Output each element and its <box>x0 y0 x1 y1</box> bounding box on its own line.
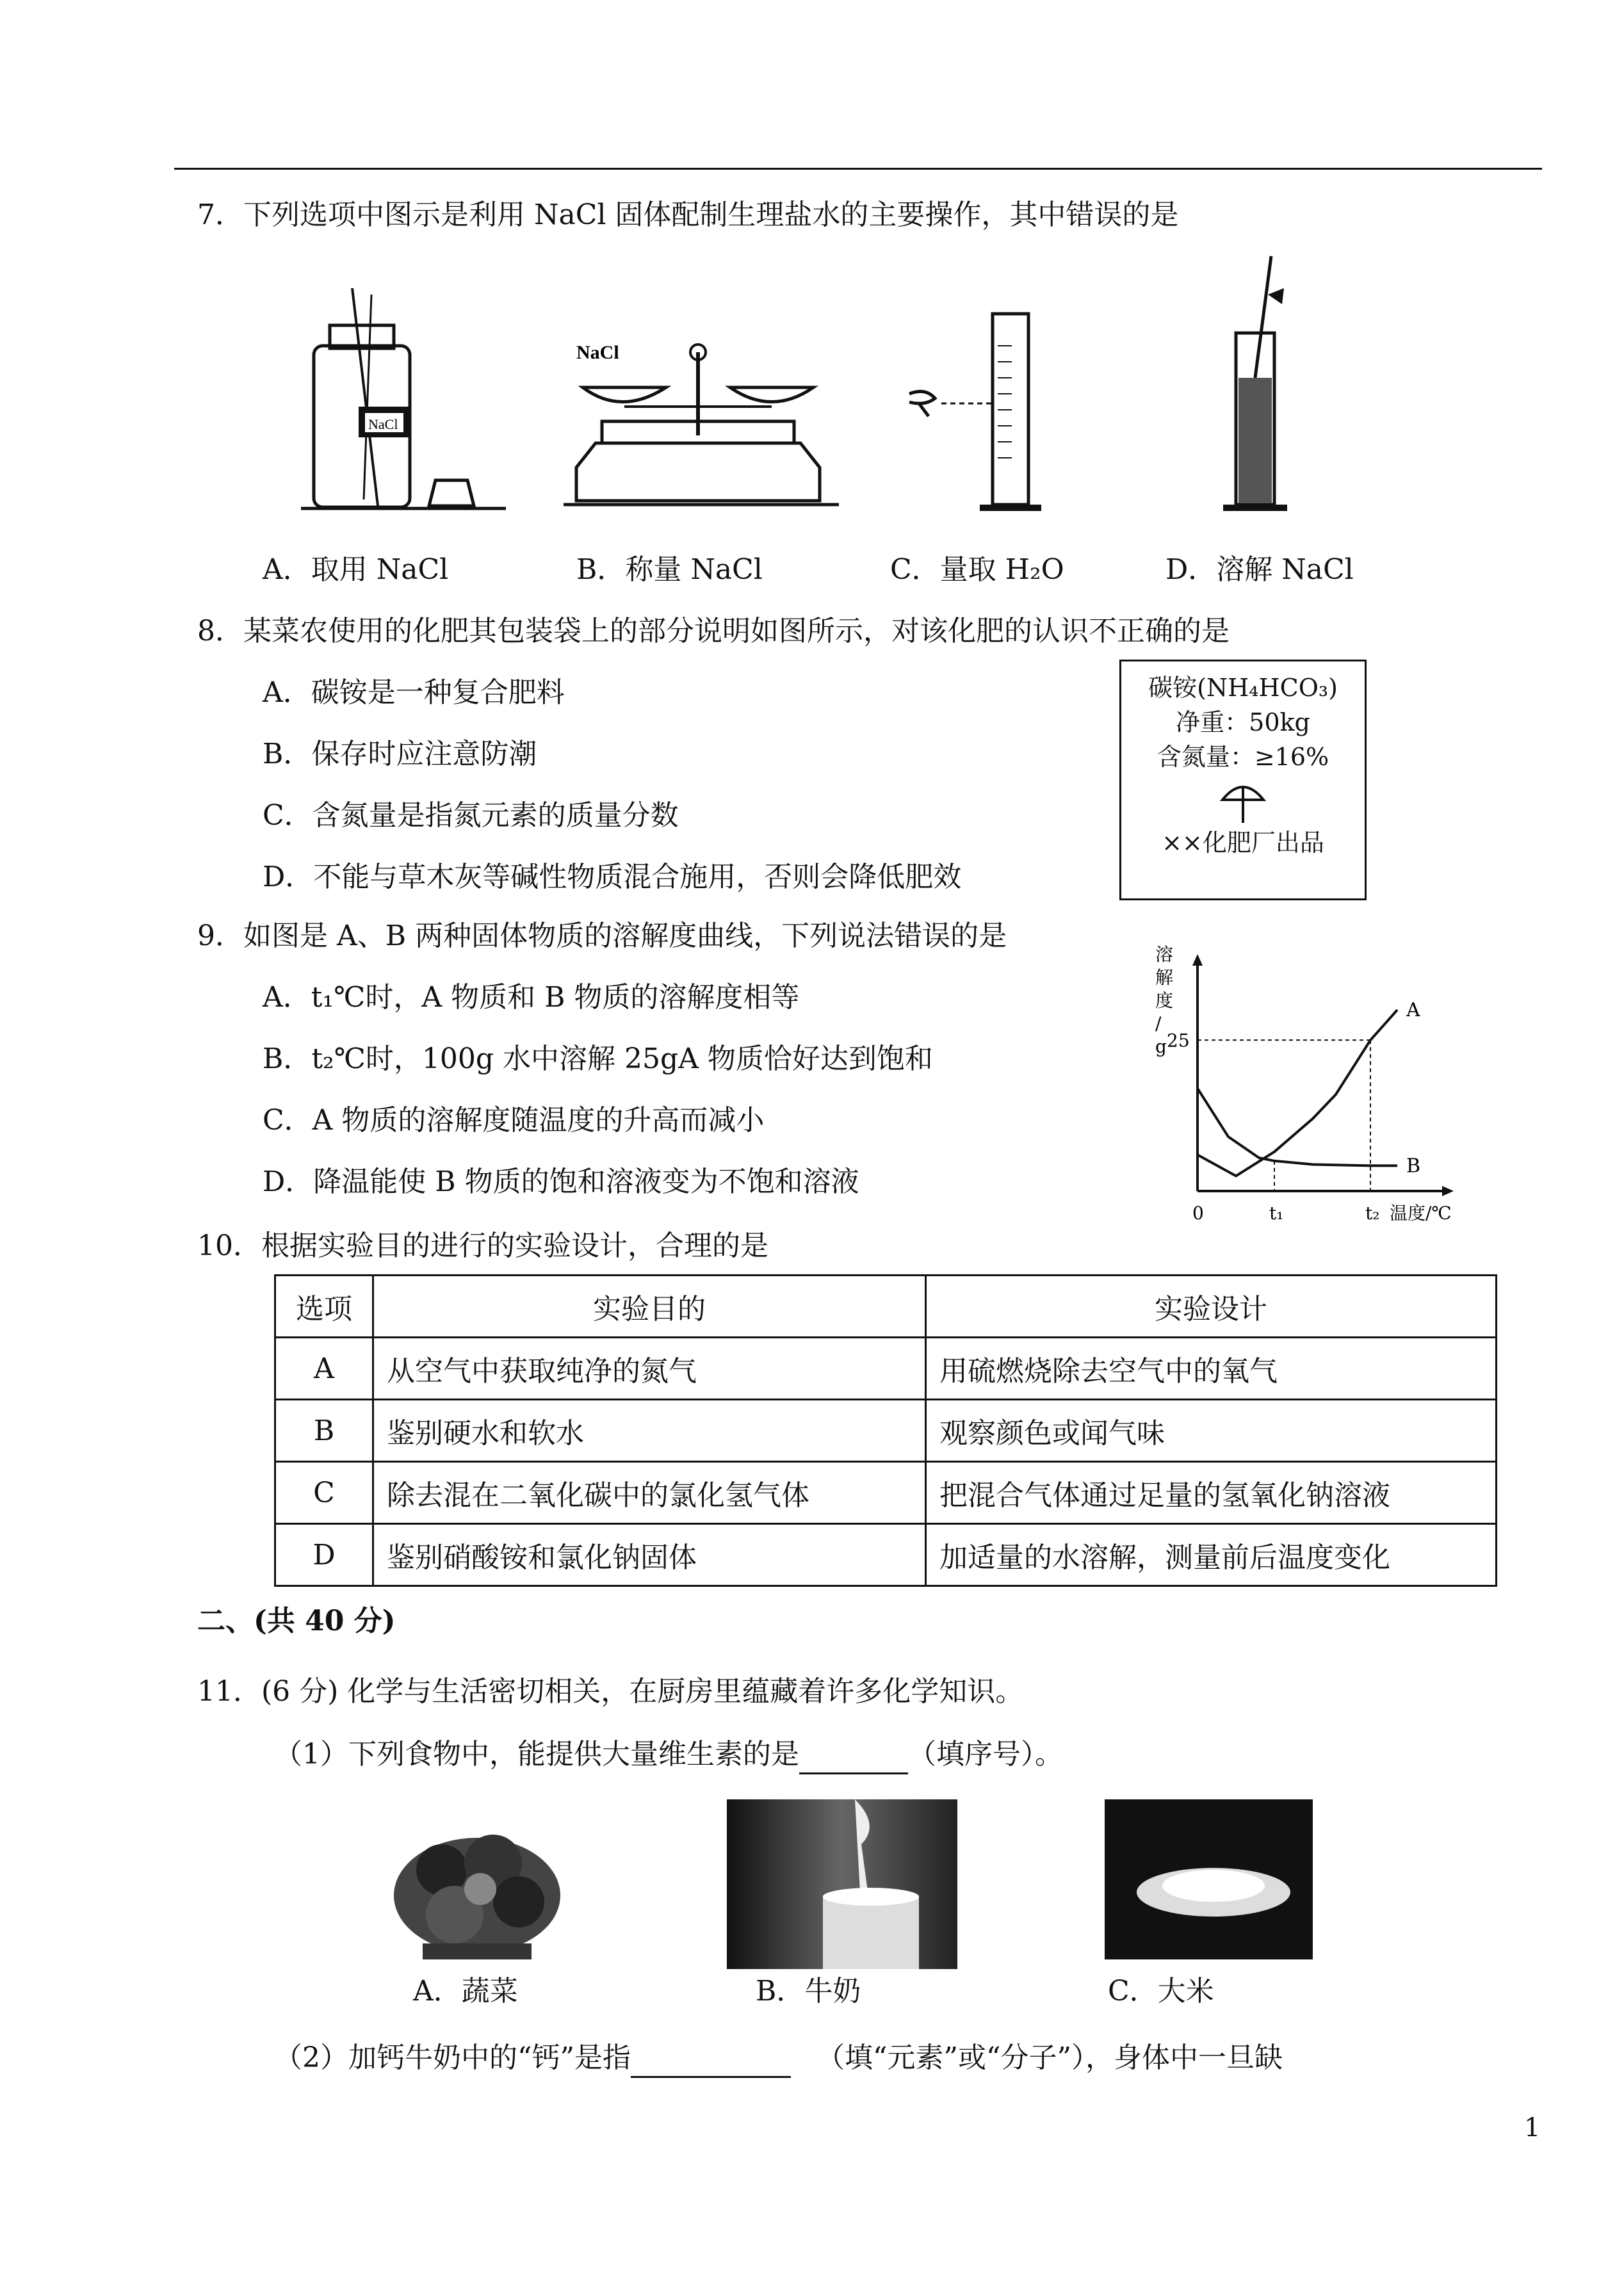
q7-stem: 7．下列选项中图示是利用 NaCl 固体配制生理盐水的主要操作，其中错误的是 <box>197 199 1179 231</box>
header-option: 选项 <box>275 1276 373 1338</box>
label-line-1: 碳铵(NH₄HCO₃) <box>1148 674 1338 702</box>
row-option: B <box>275 1400 373 1462</box>
q8-option-a: A．碳铵是一种复合肥料 <box>263 676 565 709</box>
series-a-label: A <box>1406 999 1420 1022</box>
x-tick-label: t₂ <box>1365 1203 1380 1224</box>
series-b-line <box>1198 1089 1397 1166</box>
table-row <box>275 1338 1497 1400</box>
cylinder-reading-figure <box>909 314 1041 511</box>
row-purpose: 除去混在二氧化碳中的氯化氢气体 <box>373 1462 926 1524</box>
header-design: 实验设计 <box>926 1276 1497 1338</box>
section-2-heading: 二、(共 40 分) <box>197 1605 396 1637</box>
row-purpose: 鉴别硝酸铵和氯化钠固体 <box>373 1524 926 1586</box>
q9-option-b: B．t₂℃时，100g 水中溶解 25gA 物质恰好达到饱和 <box>263 1042 933 1075</box>
table-row <box>275 1462 1497 1524</box>
row-option: C <box>275 1462 373 1524</box>
q11-stem: 11．(6 分) 化学与生活密切相关，在厨房里蕴藏着许多化学知识。 <box>197 1675 1024 1708</box>
umbrella-icon <box>1217 774 1269 825</box>
row-option: A <box>275 1338 373 1400</box>
answer-blank-2[interactable] <box>631 2040 791 2078</box>
q9-option-c: C．A 物质的溶解度随温度的升高而减小 <box>263 1104 765 1137</box>
q7-option-b: B．称量 NaCl <box>576 553 763 586</box>
series-a-line <box>1198 1010 1397 1176</box>
label-line-2: 净重：50kg <box>1176 708 1310 736</box>
x-tick-label: 0 <box>1192 1203 1204 1224</box>
table-row <box>275 1524 1497 1586</box>
q9-stem: 9．如图是 A、B 两种固体物质的溶解度曲线，下列说法错误的是 <box>197 920 1007 952</box>
q11-sub2-text: （2）加钙牛奶中的“钙”是指 <box>274 2041 631 2074</box>
y-axis-label-char: / <box>1155 1013 1162 1034</box>
q8-stem: 8．某菜农使用的化肥其包装袋上的部分说明如图所示，对该化肥的认识不正确的是 <box>197 615 1230 647</box>
q10-stem: 10．根据实验目的进行的实验设计，合理的是 <box>197 1229 768 1262</box>
header-purpose: 实验目的 <box>373 1276 926 1338</box>
row-design: 把混合气体通过足量的氢氧化钠溶液 <box>926 1462 1497 1524</box>
q11-sub2 <box>274 2040 1283 2078</box>
q7-option-c: C．量取 H₂O <box>890 553 1064 586</box>
q9-option-a: A．t₁℃时，A 物质和 B 物质的溶解度相等 <box>263 981 800 1014</box>
fertilizer-label <box>1119 660 1367 900</box>
vegetable-photo <box>384 1812 570 1966</box>
food-caption-c: C．大米 <box>1108 1975 1214 2007</box>
label-line-4: ××化肥厂出品 <box>1162 829 1324 857</box>
page-number: 1 <box>1524 2113 1541 2143</box>
rice-photo <box>1105 1799 1313 1959</box>
reagent-bottle-figure <box>301 288 506 508</box>
row-purpose: 从空气中获取纯净的氮气 <box>373 1338 926 1400</box>
x-axis-arrow <box>1442 1186 1454 1196</box>
cylinder-dissolve-figure <box>1223 256 1287 511</box>
row-design: 加适量的水溶解，测量前后温度变化 <box>926 1524 1497 1586</box>
row-design: 观察颜色或闻气味 <box>926 1400 1497 1462</box>
y-axis-label-char: 度 <box>1155 990 1174 1011</box>
q11-sub2-suffix: （填“元素”或“分子”），身体中一旦缺 <box>816 2041 1283 2074</box>
y-axis-arrow <box>1192 954 1203 966</box>
q8-option-c: C．含氮量是指氮元素的质量分数 <box>263 799 679 832</box>
y-axis-label-char: g <box>1155 1036 1167 1057</box>
y-tick-label: 25 <box>1167 1030 1190 1051</box>
q11-sub1-text: （1）下列食物中，能提供大量维生素的是 <box>274 1738 799 1771</box>
bottle-label: NaCl <box>368 416 398 432</box>
x-axis-label: 温度/℃ <box>1390 1203 1452 1224</box>
header-rule <box>174 168 1542 170</box>
q7-option-d: D．溶解 NaCl <box>1165 553 1354 586</box>
label-line-3: 含氮量：≥16% <box>1157 743 1329 771</box>
balance-label: NaCl <box>576 342 619 363</box>
food-caption-b: B．牛奶 <box>756 1975 861 2007</box>
y-axis-label-char: 溶 <box>1155 944 1174 965</box>
table-header-row <box>275 1276 1497 1338</box>
balance-figure <box>564 342 839 505</box>
q8-option-b: B．保存时应注意防潮 <box>263 738 537 770</box>
x-tick-label: t₁ <box>1269 1203 1284 1224</box>
food-caption-a: A．蔬菜 <box>413 1975 518 2007</box>
row-option: D <box>275 1524 373 1586</box>
row-purpose: 鉴别硬水和软水 <box>373 1400 926 1462</box>
q11-sub1-suffix: （填序号）。 <box>908 1738 1063 1771</box>
solubility-chart <box>1153 941 1473 1236</box>
y-axis-label-char: 解 <box>1155 967 1174 988</box>
q7-option-a: A．取用 NaCl <box>263 553 449 586</box>
q8-option-d: D．不能与草木灰等碱性物质混合施用，否则会降低肥效 <box>263 861 962 893</box>
milk-photo <box>727 1799 957 1969</box>
experiment-table <box>274 1274 1497 1587</box>
table-row <box>275 1400 1497 1462</box>
row-design: 用硫燃烧除去空气中的氧气 <box>926 1338 1497 1400</box>
q11-sub1 <box>274 1737 1063 1774</box>
answer-blank-1[interactable] <box>799 1737 908 1774</box>
q9-option-d: D．降温能使 B 物质的饱和溶液变为不饱和溶液 <box>263 1165 859 1198</box>
q7-figures <box>295 250 1473 531</box>
series-b-label: B <box>1406 1155 1421 1178</box>
